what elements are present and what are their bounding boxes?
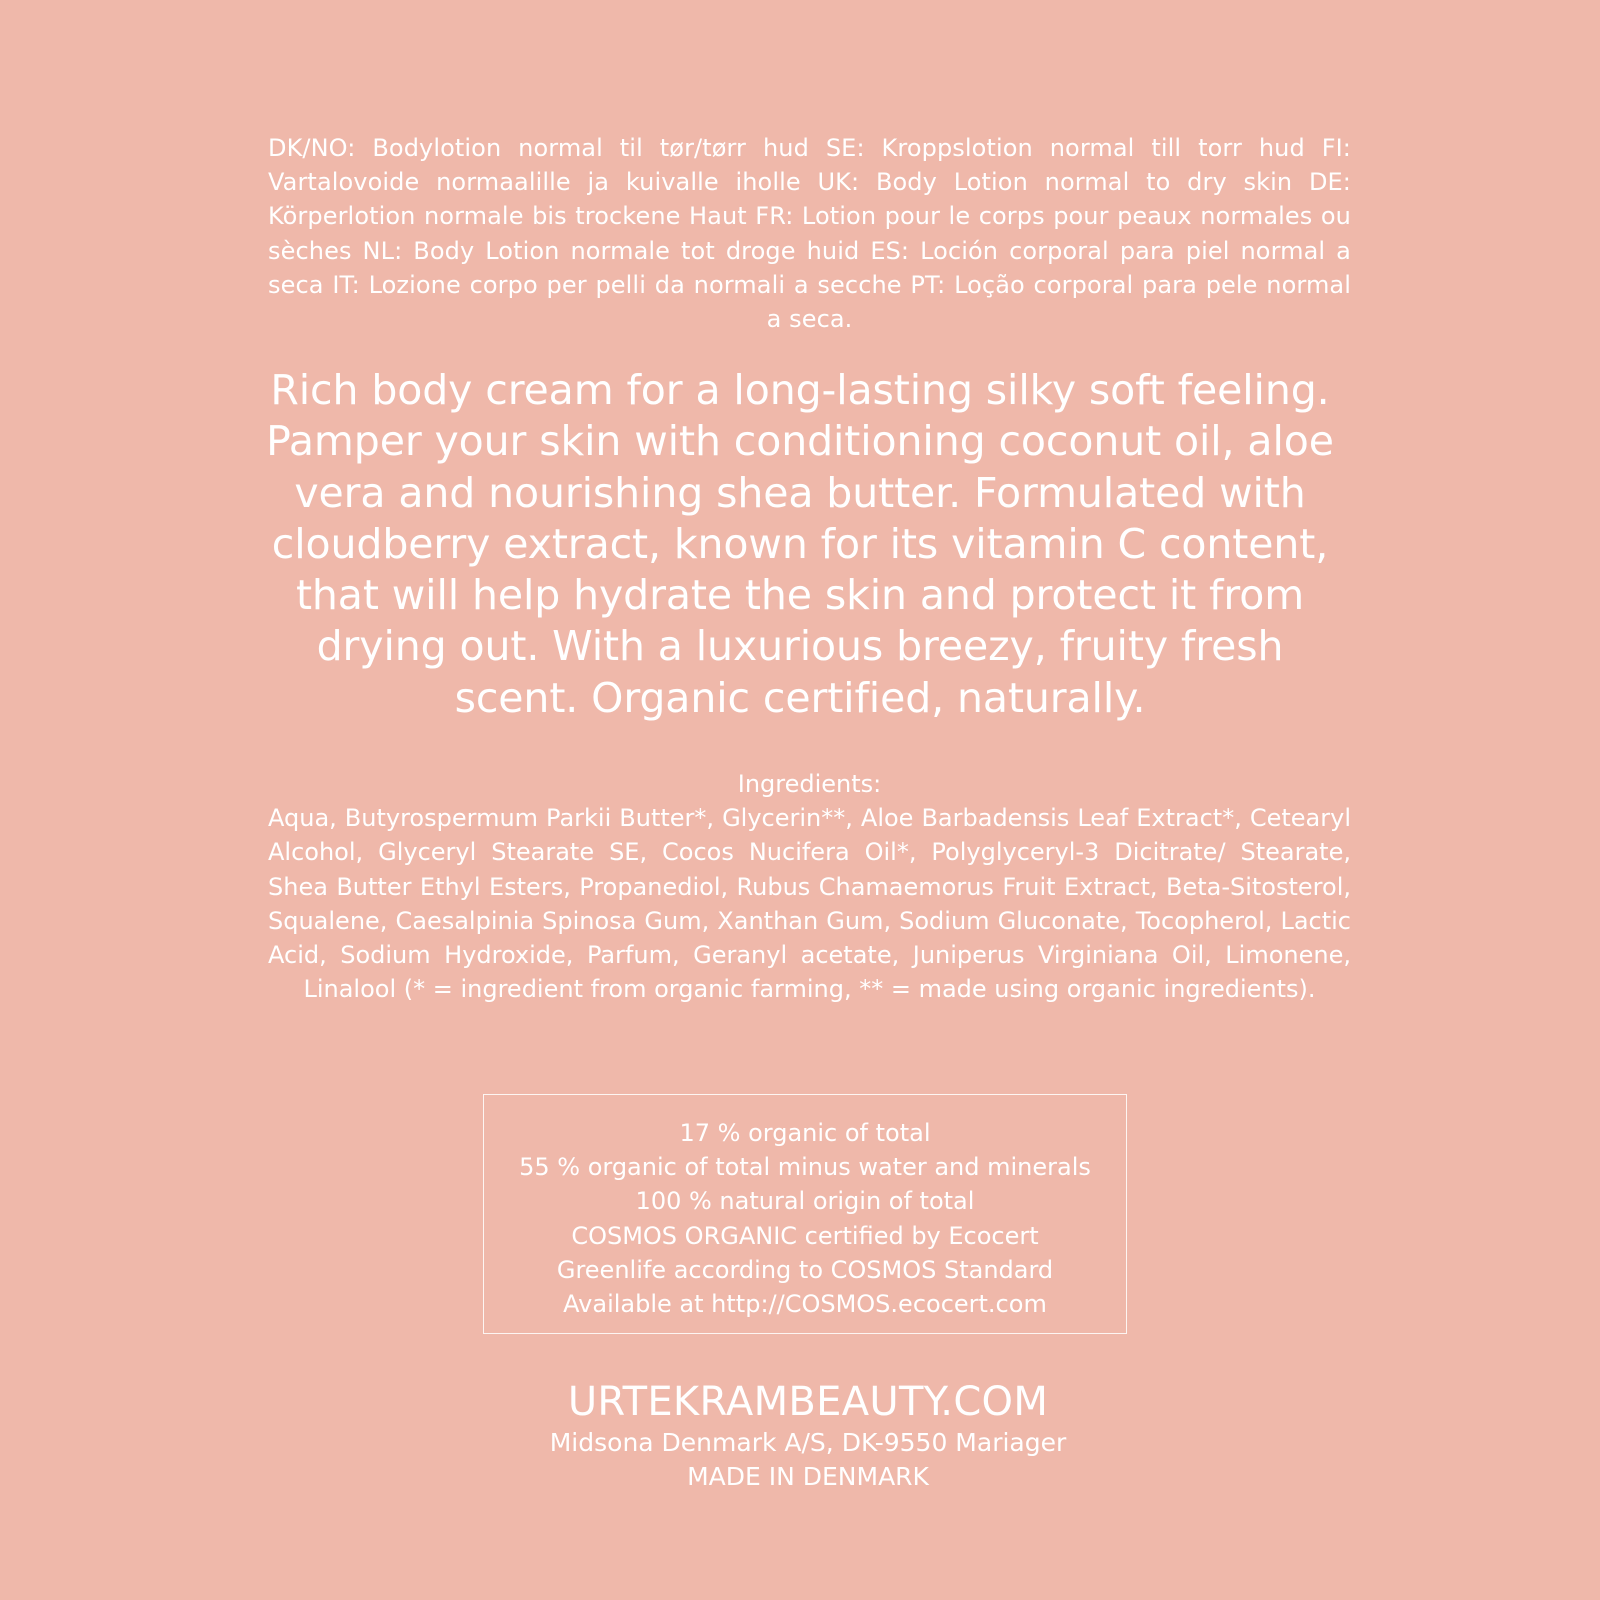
cert-line-organic-total: 17 % organic of total (679, 1119, 931, 1147)
certification-box (483, 1094, 1127, 1334)
brand-website: URTEKRAMBEAUTY.COM (567, 1379, 1049, 1425)
product-description: Rich body cream for a long-lasting silky soft feeling. Pamper your skin with conditioning coconut oil, aloe vera and nourishing shea butter. Formulated with cloudberry extract, known for its vitamin C content, that will help hydrate the skin and protect it from drying out. With a luxurious breezy, fruity fresh scent. Organic certified, naturally. (266, 366, 1334, 722)
ingredients-list: Aqua, Butyrospermum Parkii Butter*, Glycerin**, Aloe Barbadensis Leaf Extract*, Cetearyl Alcohol, Glyceryl Stearate SE, Cocos Nucifera Oil*, Polyglyceryl-3 Dicitrate/ Stearate, Shea Butter Ethyl Esters, Propanediol, Rubus Chamaemorus Fruit Extract, Beta-Sitosterol, Squalene, Caesalpinia Spinosa Gum, Xanthan Gum, Sodium Gluconate, Tocopherol, Lactic Acid, Sodium Hydroxide, Parfum, Geranyl acetate, Juniperus Virginiana Oil, Limonene, Linalool (* = ingredient from organic farming, ** = made using organic ingredients). (268, 804, 1351, 1004)
label-footer (400, 1378, 1216, 1494)
ingredients-section (268, 767, 1351, 1006)
company-address: Midsona Denmark A/S, DK-9550 Mariager (549, 1428, 1067, 1457)
cert-line-greenlife: Greenlife according to COSMOS Standard (556, 1255, 1054, 1284)
cert-line-organic-minus-water: 55 % organic of total minus water and minerals (519, 1153, 1091, 1182)
country-of-origin: MADE IN DENMARK (687, 1462, 929, 1491)
multilingual-product-names: DK/NO: Bodylotion normal til tør/tørr hud SE: Kroppslotion normal till torr hud FI: Vartalovoide normaalille ja kuivalle iholle UK: Body Lotion normal to dry skin DE: Körperlotion normale bis trockene Haut FR: Lotion pour le corps pour peaux normales ou sèches NL: Body Lotion normale tot droge huid ES: Loción corporal para piel normal a seca IT: Lozione corpo per pelli da normali a secche PT: Loção corporal para pele normal a seca. (268, 134, 1351, 334)
cert-line-availability: Available at http://COSMOS.ecocert.com (563, 1290, 1047, 1319)
cert-line-cosmos-certified: COSMOS ORGANIC certified by Ecocert (571, 1221, 1039, 1250)
ingredients-heading: Ingredients: (737, 770, 882, 798)
cert-line-natural-origin: 100 % natural origin of total (635, 1187, 975, 1216)
